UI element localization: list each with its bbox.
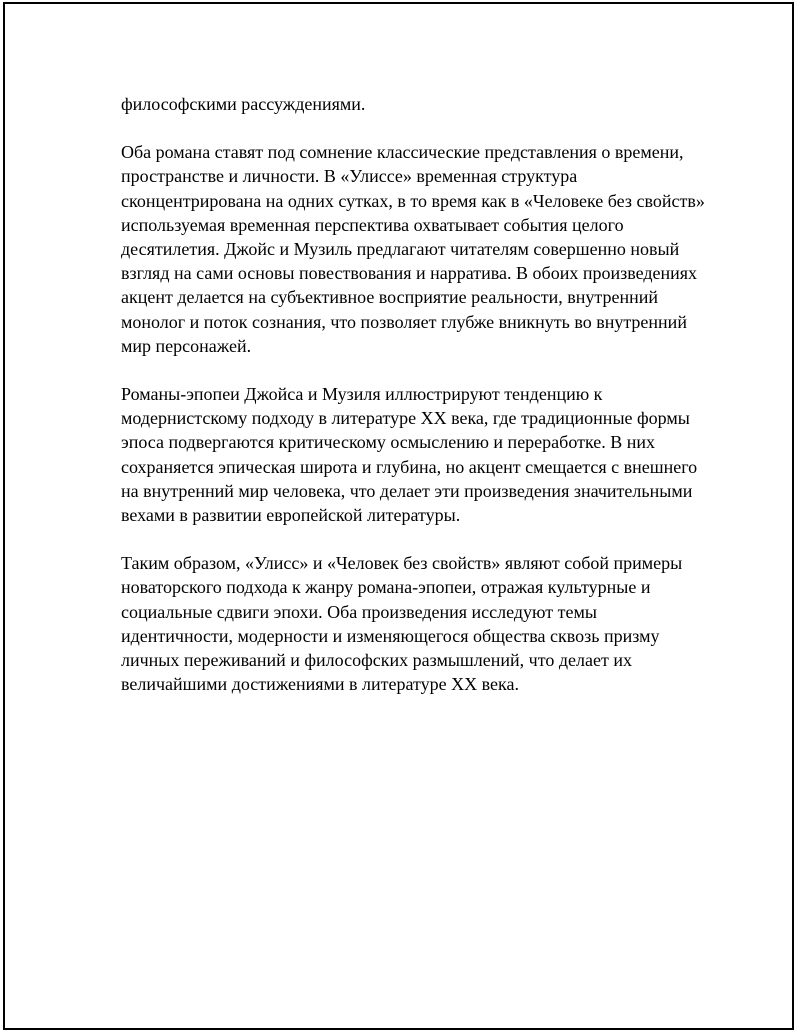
document-page [3, 2, 794, 1030]
paragraph-time-space: Оба романа ставят под сомнение классические представления о времени, пространстве и личности. В «Улиссе» временная структура сконцентрирована на одних сутках, в то время как в «Человеке без свойств» используемая временная перспектива охватывает события целого десятилетия. Джойс и Музиль предлагают читателям совершенно новый взгляд на сами основы повествования и нарратива. В обоих произведениях акцент делается на субъективное восприятие реальности, внутренний монолог и поток сознания, что позволяет глубже вникнуть во внутренний мир персонажей. [121, 142, 705, 356]
document-body [121, 92, 711, 720]
paragraph-continuation: философскими рассуждениями. [121, 94, 366, 114]
paragraph-modernism: Романы-эпопеи Джойса и Музиля иллюстрируют тенденцию к модернистскому подходу в литературе XX века, где традиционные формы эпоса подвергаются критическому осмыслению и переработке. В них сохраняется эпическая широта и глубина, но акцент смещается с внешнего на внутренний мир человека, что делает эти произведения значительными вехами в развитии европейской литературы. [121, 384, 698, 526]
paragraph-conclusion: Таким образом, «Улисс» и «Человек без свойств» являют собой примеры новаторского подхода к жанру романа-эпопеи, отражая культурные и социальные сдвиги эпохи. Оба произведения исследуют темы идентичности, модерности и изменяющегося общества сквозь призму личных переживаний и философских размышлений, что делает их величайшими достижениями в литературе XX века. [121, 553, 683, 695]
